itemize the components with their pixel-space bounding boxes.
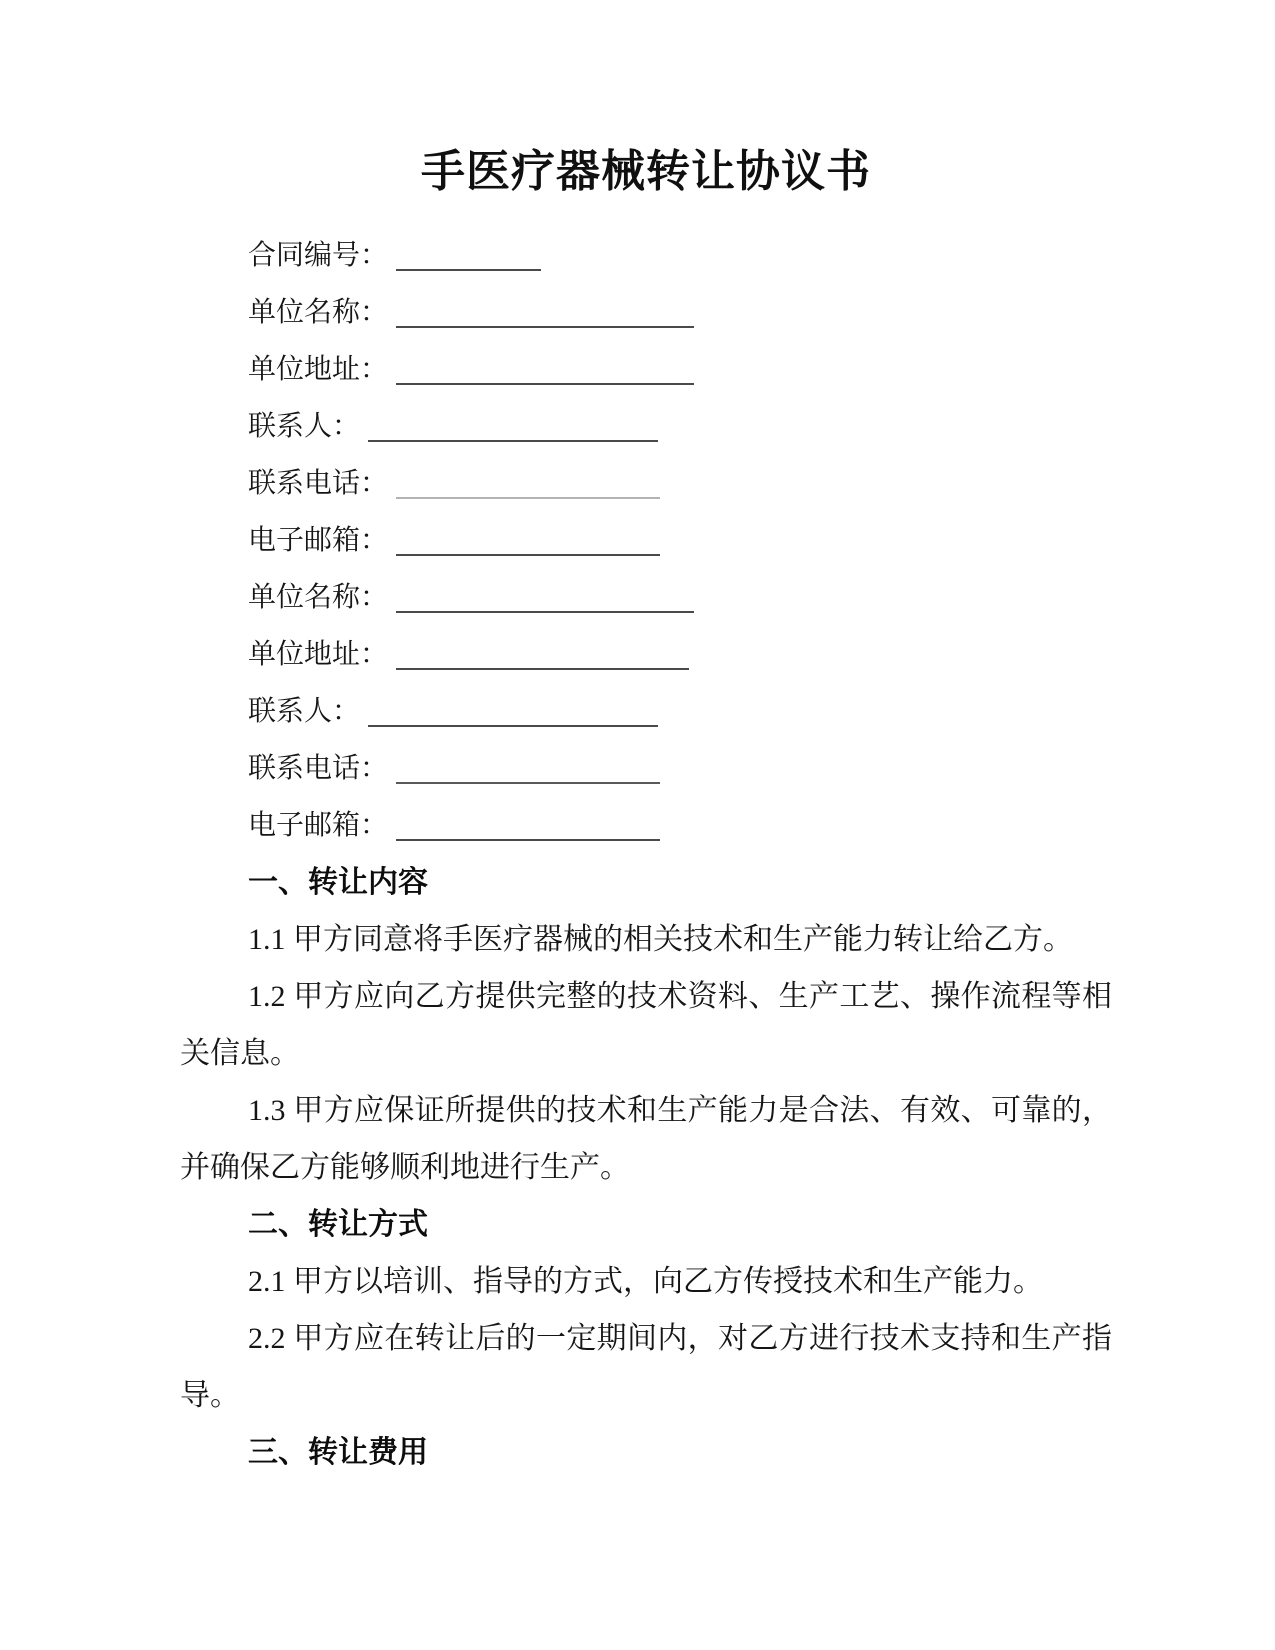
form-field-row-contact-person-2 (248, 683, 1112, 740)
field-label: 电子邮箱： (248, 525, 389, 556)
form-field-row-email-2 (248, 797, 1112, 854)
field-label: 电子邮箱： (248, 810, 389, 841)
field-blank-line[interactable] (368, 695, 658, 727)
form-field-row-email-1 (248, 512, 1112, 569)
field-blank-line[interactable] (396, 467, 660, 499)
field-label: 合同编号： (248, 240, 389, 271)
contract-header-form (180, 227, 1112, 854)
field-label: 联系电话： (248, 753, 389, 784)
field-blank-line[interactable] (396, 239, 541, 271)
contract-clause-1-2: 1.2 甲方应向乙方提供完整的技术资料、生产工艺、操作流程等相关信息。 (180, 980, 1112, 1070)
form-field-row-contact-phone-1 (248, 455, 1112, 512)
field-blank-line[interactable] (396, 353, 694, 385)
contract-body (180, 854, 1112, 1481)
contract-clause-1-3: 1.3 甲方应保证所提供的技术和生产能力是合法、有效、可靠的，并确保乙方能够顺利地进行生产。 (180, 1094, 1112, 1184)
contract-clause-2-1: 2.1 甲方以培训、指导的方式，向乙方传授技术和生产能力。 (248, 1265, 1043, 1298)
form-field-row-contact-person-1 (248, 398, 1112, 455)
field-blank-line[interactable] (396, 296, 694, 328)
contract-clause-1-1: 1.1 甲方同意将手医疗器械的相关技术和生产能力转让给乙方。 (248, 923, 1073, 956)
field-blank-line[interactable] (368, 410, 658, 442)
form-field-row-unit-name-2 (248, 569, 1112, 626)
field-label: 单位地址： (248, 354, 389, 385)
field-label: 单位名称： (248, 297, 389, 328)
field-label: 单位名称： (248, 582, 389, 613)
section-heading-2: 二、转让方式 (248, 1208, 428, 1241)
section-heading-1: 一、转让内容 (248, 866, 428, 899)
form-field-row-unit-address-2 (248, 626, 1112, 683)
field-label: 联系电话： (248, 468, 389, 499)
field-blank-line[interactable] (396, 752, 660, 784)
field-blank-line[interactable] (396, 524, 660, 556)
field-label: 单位地址： (248, 639, 389, 670)
field-label: 联系人： (248, 411, 361, 442)
form-field-row-unit-name-1 (248, 284, 1112, 341)
form-field-row-contact-phone-2 (248, 740, 1112, 797)
document-title: 手医疗器械转让协议书 (421, 147, 871, 196)
form-field-row-unit-address-1 (248, 341, 1112, 398)
section-heading-3: 三、转让费用 (248, 1436, 428, 1469)
field-blank-line[interactable] (396, 809, 660, 841)
field-blank-line[interactable] (396, 581, 694, 613)
field-blank-line[interactable] (396, 638, 689, 670)
form-field-row-contract-number (248, 227, 1112, 284)
contract-clause-2-2: 2.2 甲方应在转让后的一定期间内，对乙方进行技术支持和生产指导。 (180, 1322, 1112, 1412)
field-label: 联系人： (248, 696, 361, 727)
